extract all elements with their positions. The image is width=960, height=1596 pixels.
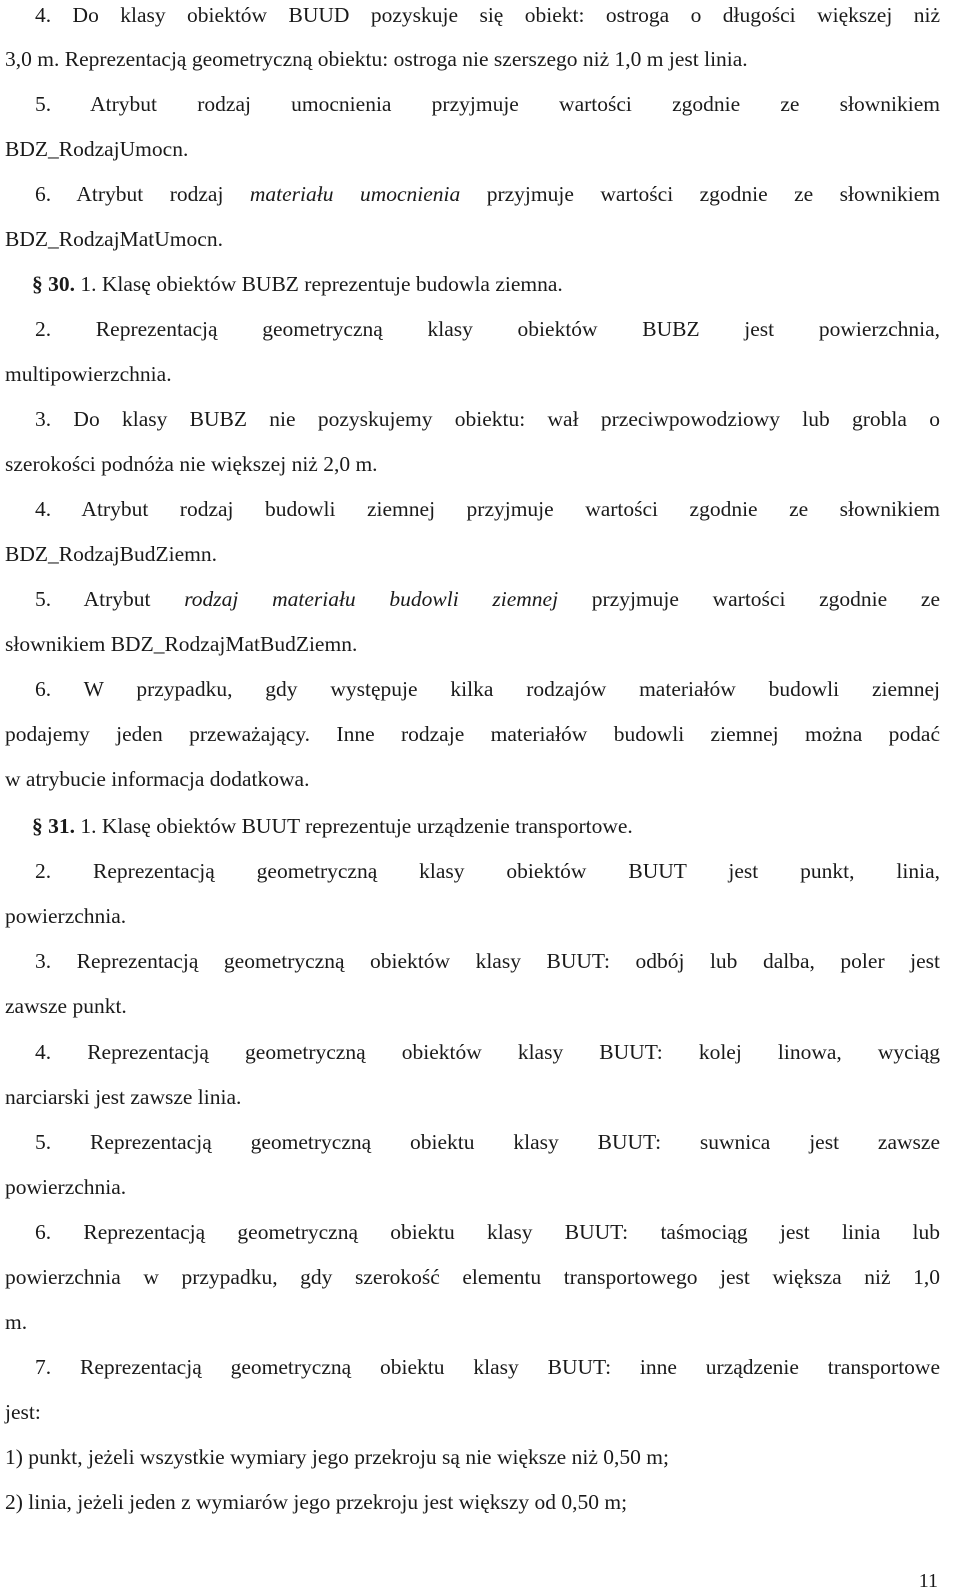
- section-heading-30: [32, 269, 960, 299]
- paragraph-line: narciarski jest zawsze linia.: [5, 1085, 242, 1109]
- paragraph-line: 7. Reprezentacją geometryczną obiektu klasy BUUT: inne urządzenie transportowe: [35, 1355, 940, 1379]
- paragraph-line: BDZ_RodzajMatUmocn.: [5, 227, 223, 251]
- text-run: 5. Atrybut: [35, 587, 185, 611]
- text-run: przyjmuje wartości zgodnie ze: [558, 587, 940, 611]
- paragraph-line: 5. Reprezentacją geometryczną obiektu klasy BUUT: suwnica jest zawsze: [35, 1130, 940, 1154]
- paragraph-line: powierzchnia.: [5, 904, 127, 928]
- italic-term: rodzaj materiału budowli ziemnej: [184, 587, 559, 611]
- paragraph-line: 5. Atrybut rodzaj umocnienia przyjmuje wartości zgodnie ze słownikiem: [35, 92, 940, 116]
- paragraph-line: powierzchnia.: [5, 1175, 127, 1199]
- paragraph-line: w atrybucie informacja dodatkowa.: [5, 767, 310, 791]
- section-heading-31: [32, 811, 960, 841]
- italic-term: materiału umocnienia: [249, 182, 461, 206]
- paragraph-line: powierzchnia w przypadku, gdy szerokość elementu transportowego jest większa niż 1,0: [5, 1265, 940, 1289]
- paragraph-line: słownikiem BDZ_RodzajMatBudZiemn.: [5, 632, 358, 656]
- paragraph-line: 2. Reprezentacją geometryczną klasy obiektów BUUT jest punkt, linia,: [35, 859, 940, 883]
- paragraph-line: [35, 179, 940, 209]
- paragraph-line: szerokości podnóża nie większej niż 2,0 m.: [5, 452, 378, 476]
- section-number: § 31.: [32, 814, 75, 838]
- section-number: § 30.: [32, 272, 75, 296]
- page-number: 11: [918, 1570, 938, 1592]
- paragraph-line: 4. Atrybut rodzaj budowli ziemnej przyjmuje wartości zgodnie ze słownikiem: [35, 497, 940, 521]
- text-run: 6. Atrybut rodzaj: [35, 182, 250, 206]
- paragraph-line: BDZ_RodzajBudZiemn.: [5, 542, 217, 566]
- paragraph-line: 3,0 m. Reprezentacją geometryczną obiektu: ostroga nie szerszego niż 1,0 m jest linia.: [5, 47, 748, 71]
- text-run: 1. Klasę obiektów BUUT reprezentuje urządzenie transportowe.: [75, 814, 633, 838]
- paragraph-line: m.: [5, 1310, 28, 1334]
- paragraph-line: 4. Do klasy obiektów BUUD pozyskuje się obiekt: ostroga o długości większej niż: [35, 3, 940, 27]
- list-item: 1) punkt, jeżeli wszystkie wymiary jego przekroju są nie większe niż 0,50 m;: [5, 1445, 669, 1469]
- paragraph-line: zawsze punkt.: [5, 994, 127, 1018]
- paragraph-line: multipowierzchnia.: [5, 362, 172, 386]
- text-run: 1. Klasę obiektów BUBZ reprezentuje budowla ziemna.: [75, 272, 563, 296]
- paragraph-line: 3. Reprezentacją geometryczną obiektów klasy BUUT: odbój lub dalba, poler jest: [35, 949, 940, 973]
- paragraph-line: 2. Reprezentacją geometryczną klasy obiektów BUBZ jest powierzchnia,: [35, 317, 940, 341]
- text-run: przyjmuje wartości zgodnie ze słownikiem: [460, 182, 940, 206]
- paragraph-line: 6. Reprezentacją geometryczną obiektu klasy BUUT: taśmociąg jest linia lub: [35, 1220, 940, 1244]
- paragraph-line: 4. Reprezentacją geometryczną obiektów klasy BUUT: kolej linowa, wyciąg: [35, 1040, 940, 1064]
- list-item: 2) linia, jeżeli jeden z wymiarów jego przekroju jest większy od 0,50 m;: [5, 1490, 628, 1514]
- paragraph-line: 6. W przypadku, gdy występuje kilka rodzajów materiałów budowli ziemnej: [35, 677, 940, 701]
- paragraph-line: podajemy jeden przeważający. Inne rodzaje materiałów budowli ziemnej można podać: [5, 722, 940, 746]
- paragraph-line: BDZ_RodzajUmocn.: [5, 137, 189, 161]
- paragraph-line: jest:: [5, 1400, 41, 1424]
- paragraph-line: 3. Do klasy BUBZ nie pozyskujemy obiektu: wał przeciwpowodziowy lub grobla o: [35, 407, 940, 431]
- paragraph-line: [35, 584, 940, 614]
